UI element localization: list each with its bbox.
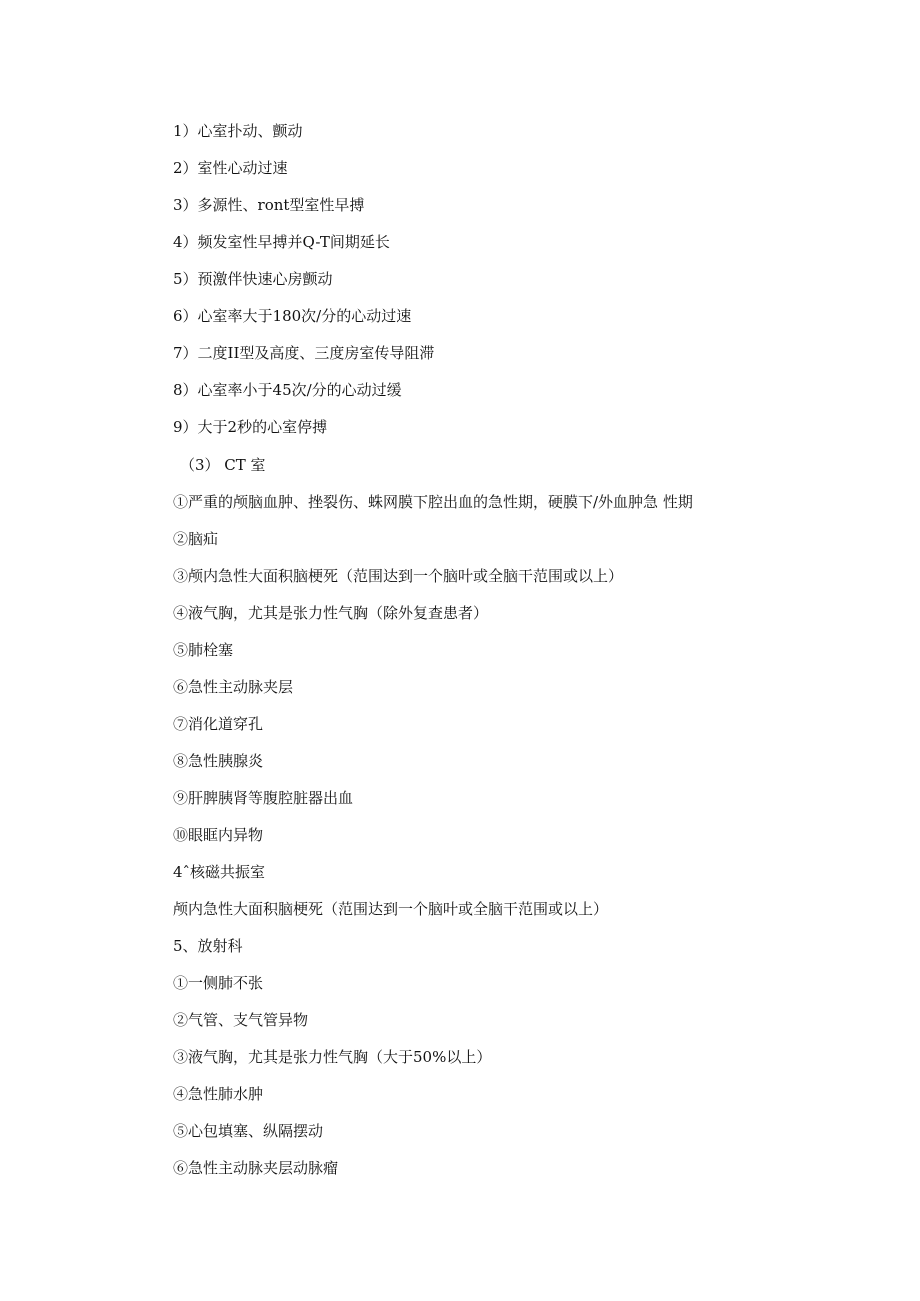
list-item-ct-6: ⑥急性主动脉夹层 [173, 678, 294, 696]
list-item-ct-7: ⑦消化道穿孔 [173, 715, 264, 733]
list-item-ct-1: ①严重的颅脑血肿、挫裂伤、蛛网膜下腔出血的急性期，硬膜下/外血肿急 性期 [173, 493, 693, 511]
list-item-ct-5: ⑤肺栓塞 [173, 641, 234, 659]
section-heading-radiology: 5、放射科 [173, 937, 243, 955]
list-item-ecg-7: 7）二度II型及高度、三度房室传导阻滞 [173, 344, 435, 362]
list-item-ecg-1: 1）心室扑动、颤动 [173, 122, 303, 140]
list-item-ecg-9: 9）大于2秒的心室停搏 [173, 418, 328, 436]
list-item-ecg-3: 3）多源性、ront型室性早搏 [173, 196, 365, 214]
list-item-ct-3: ③颅内急性大面积脑梗死（范围达到一个脑叶或全脑干范围或以上） [173, 567, 624, 585]
section-heading-ct-room: （3） CT 室 [180, 456, 266, 474]
list-item-radiology-3: ③液气胸，尤其是张力性气胸（大于50%以上） [173, 1048, 492, 1066]
list-item-ct-10: ⑩眼眶内异物 [173, 826, 264, 844]
list-item-radiology-6: ⑥急性主动脉夹层动脉瘤 [173, 1159, 339, 1177]
list-item-radiology-4: ④急性肺水肿 [173, 1085, 264, 1103]
list-item-radiology-2: ②气管、支气管异物 [173, 1011, 309, 1029]
list-item-ct-8: ⑧急性胰腺炎 [173, 752, 264, 770]
list-item-ecg-5: 5）预激伴快速心房颤动 [173, 270, 333, 288]
list-item-ecg-8: 8）心室率小于45次/分的心动过缓 [173, 381, 402, 399]
list-item-ecg-6: 6）心室率大于180次/分的心动过速 [173, 307, 412, 325]
list-item-mri-1: 颅内急性大面积脑梗死（范围达到一个脑叶或全脑干范围或以上） [173, 900, 609, 918]
list-item-radiology-1: ①一侧肺不张 [173, 974, 264, 992]
list-item-radiology-5: ⑤心包填塞、纵隔摆动 [173, 1122, 324, 1140]
section-heading-mri-room: 4ˆ核磁共振室 [173, 863, 266, 881]
list-item-ct-2: ②脑疝 [173, 530, 219, 548]
list-item-ct-4: ④液气胸，尤其是张力性气胸（除外复查患者） [173, 604, 489, 622]
list-item-ecg-4: 4）频发室性早搏并Q-T间期延长 [173, 233, 390, 251]
list-item-ecg-2: 2）室性心动过速 [173, 159, 288, 177]
list-item-ct-9: ⑨肝脾胰肾等腹腔脏器出血 [173, 789, 354, 807]
